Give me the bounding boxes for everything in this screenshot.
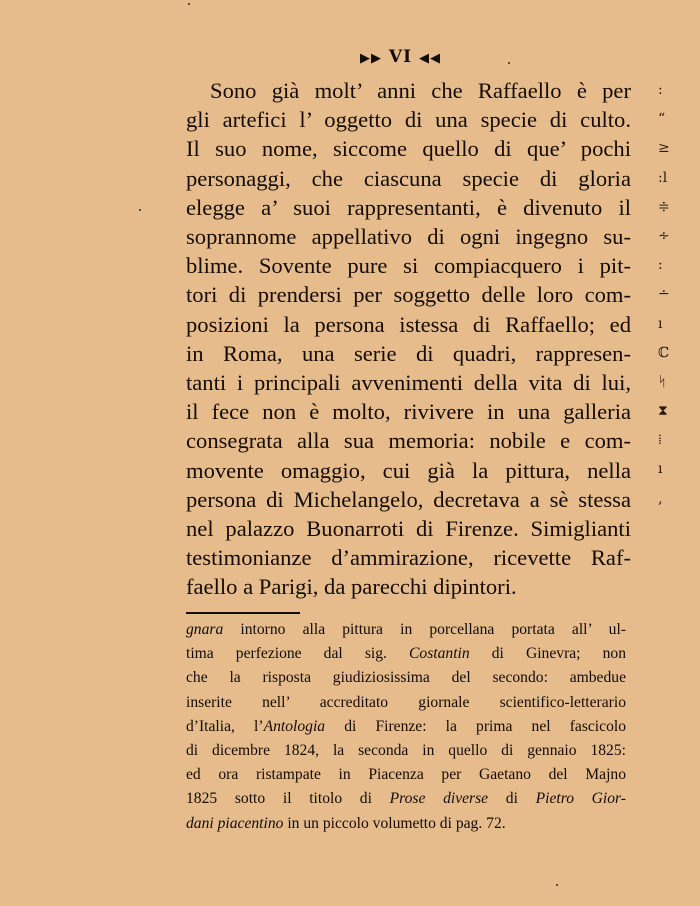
footnote-italic: Pietro Gior- bbox=[535, 790, 627, 808]
text-line: tori di prendersi per soggetto delle loro com- bbox=[186, 282, 631, 308]
page-number-text: VI bbox=[388, 47, 413, 67]
text-line: movente omaggio, cui già la pittura, nella bbox=[186, 457, 631, 483]
footnote bbox=[186, 618, 626, 836]
bleed-through-marks bbox=[658, 76, 670, 514]
margin-mark: : bbox=[658, 82, 663, 98]
margin-mark: “ bbox=[658, 111, 666, 128]
margin-mark: ‚ bbox=[658, 490, 663, 507]
margin-mark: ᛋ bbox=[658, 373, 667, 390]
footnote-text: 1825 sotto il titolo di bbox=[186, 790, 390, 808]
text-line: testimonianze d’ammirazione, ricevette Raf- bbox=[186, 545, 631, 571]
margin-mark: : bbox=[658, 257, 663, 274]
text-line: personaggi, che ciascuna specie di gloria bbox=[186, 165, 631, 191]
margin-mark: ⧗ bbox=[658, 403, 668, 420]
footnote-rule bbox=[186, 612, 300, 614]
text-line: soprannome appellativo di ogni ingegno su- bbox=[186, 224, 631, 250]
margin-mark: ∻ bbox=[658, 227, 670, 244]
text-line: posizioni la persona istessa di Raffaello; ed bbox=[186, 311, 631, 337]
main-text bbox=[186, 76, 631, 602]
text-line: Sono già molt’ anni che Raffaello è per bbox=[210, 78, 631, 103]
footnote-line bbox=[186, 787, 626, 811]
margin-mark: ⁞ bbox=[658, 432, 662, 449]
margin-mark: ∸ bbox=[658, 286, 670, 303]
footnote-line bbox=[186, 715, 626, 739]
footnote-italic: Antologia bbox=[263, 717, 326, 735]
footnote-text: intorno alla pittura in porcellana portata all’ ul- bbox=[223, 621, 626, 638]
text-line: in Roma, una serie di quadri, rappresen- bbox=[186, 340, 631, 366]
page-number bbox=[360, 47, 441, 67]
paper-speck bbox=[556, 884, 558, 886]
text-line: gli artefici l’ oggetto di una specie di culto. bbox=[186, 107, 631, 133]
footnote-line: che la risposta giudiziosissima del secondo: ambedue bbox=[186, 669, 626, 687]
footnote-line bbox=[186, 812, 626, 836]
paper-speck bbox=[139, 209, 141, 211]
margin-mark: ı bbox=[658, 461, 663, 478]
footnote-line bbox=[186, 618, 626, 642]
text-line: persona di Michelangelo, decretava a sè stessa bbox=[186, 486, 631, 512]
margin-mark: ı bbox=[658, 315, 663, 332]
paper-speck bbox=[188, 3, 190, 5]
footnote-line bbox=[186, 642, 626, 666]
footnote-italic: gnara bbox=[186, 621, 224, 638]
text-line: il fece non è molto, rivivere in una galleria bbox=[186, 399, 631, 425]
margin-mark: :l bbox=[658, 169, 668, 186]
margin-mark: ≥ bbox=[658, 140, 670, 157]
margin-mark: ≑ bbox=[658, 198, 670, 215]
footnote-text: di bbox=[488, 790, 536, 808]
footnote-italic: Costantin bbox=[409, 645, 470, 663]
margin-mark: ℂ bbox=[658, 344, 670, 361]
footnote-text: tima perfezione dal sig. bbox=[186, 645, 409, 663]
footnote-text: di Firenze: la prima nel fascicolo bbox=[325, 717, 626, 735]
footnote-italic: Prose diverse bbox=[389, 790, 489, 808]
right-ornament-icon: ◀◀ bbox=[419, 51, 441, 66]
footnote-text: di Ginevra; non bbox=[469, 645, 626, 663]
footnote-text: in un piccolo volumetto di pag. 72. bbox=[283, 814, 506, 832]
footnote-line: ed ora ristampate in Piacenza per Gaetano del Majno bbox=[186, 766, 626, 784]
text-line: faello a Parigi, da parecchi dipintori. bbox=[186, 574, 517, 600]
footnote-italic: dani piacentino bbox=[186, 814, 284, 832]
text-line: tanti i principali avvenimenti della vita di lui, bbox=[186, 370, 631, 396]
footnote-line: inserite nell’ accreditato giornale scientifico-letterario bbox=[186, 693, 626, 711]
paper-speck bbox=[508, 62, 510, 64]
text-line: consegrata alla sua memoria: nobile e com- bbox=[186, 428, 631, 454]
footnote-line: di dicembre 1824, la seconda in quello di gennaio 1825: bbox=[186, 742, 626, 760]
left-ornament-icon: ▶▶ bbox=[360, 51, 382, 66]
text-line: Il suo nome, siccome quello di que’ pochi bbox=[186, 136, 631, 162]
text-line: blime. Sovente pure si compiacquero i pit- bbox=[186, 253, 631, 279]
footnote-text: d’Italia, l’ bbox=[186, 717, 264, 735]
text-line: nel palazzo Buonarroti di Firenze. Simiglianti bbox=[186, 516, 631, 542]
text-line: elegge a’ suoi rappresentanti, è divenuto il bbox=[186, 194, 631, 220]
